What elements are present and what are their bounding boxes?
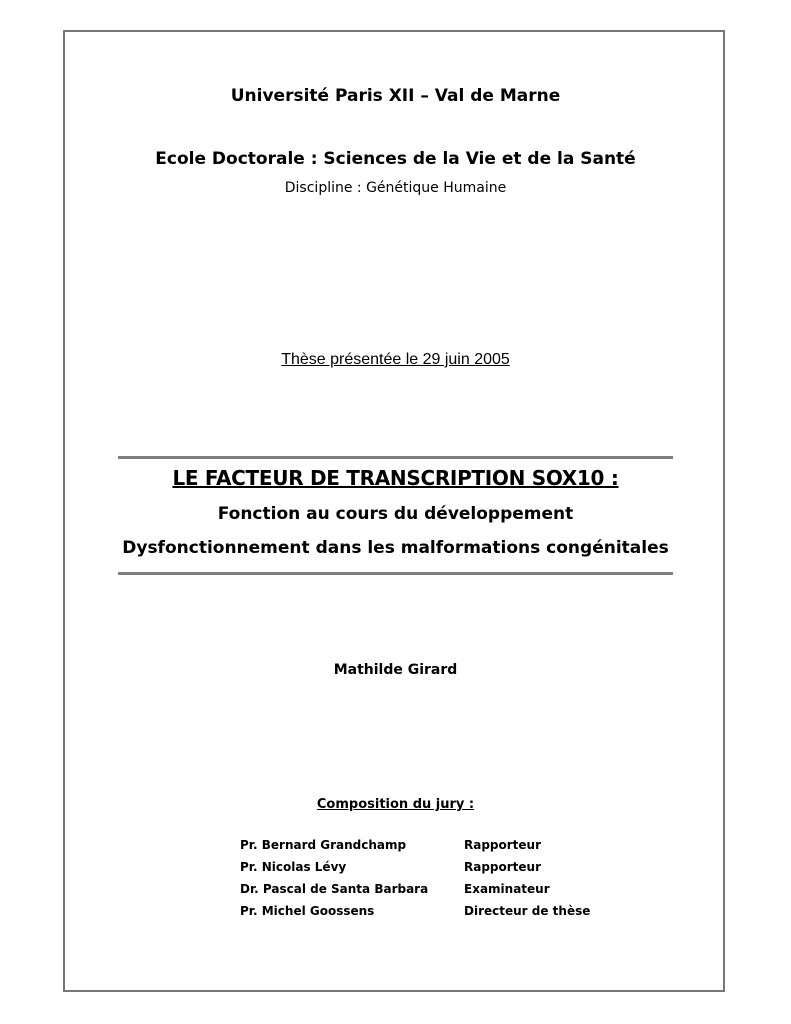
jury-heading: Composition du jury :	[316, 797, 475, 812]
author-name: Mathilde Girard	[333, 662, 458, 678]
jury-member	[240, 860, 590, 882]
discipline: Discipline : Génétique Humaine	[284, 180, 507, 196]
jury-member-name: Pr. Nicolas Lévy	[240, 860, 347, 874]
jury-member-role: Rapporteur	[464, 860, 542, 874]
doctoral-school: Ecole Doctorale : Sciences de la Vie et de la Santé	[155, 149, 636, 169]
jury-member	[240, 882, 590, 904]
jury-list	[240, 838, 590, 926]
jury-member-name: Pr. Michel Goossens	[240, 904, 375, 918]
title-top-rule	[118, 456, 673, 459]
jury-member	[240, 904, 590, 926]
university-name: Université Paris XII – Val de Marne	[230, 86, 561, 106]
jury-member-name: Pr. Bernard Grandchamp	[240, 838, 407, 852]
jury-member-role: Directeur de thèse	[464, 904, 591, 918]
thesis-subtitle-2: Dysfonctionnement dans les malformations congénitales	[122, 538, 669, 558]
thesis-subtitle-1: Fonction au cours du développement	[217, 504, 574, 524]
title-bottom-rule	[118, 572, 673, 575]
jury-member-name: Dr. Pascal de Santa Barbara	[240, 882, 429, 896]
jury-member	[240, 838, 590, 860]
jury-member-role: Examinateur	[464, 882, 550, 896]
thesis-title: LE FACTEUR DE TRANSCRIPTION SOX10 :	[172, 466, 619, 490]
defense-date: Thèse présentée le 29 juin 2005	[281, 351, 510, 368]
jury-member-role: Rapporteur	[464, 838, 542, 852]
